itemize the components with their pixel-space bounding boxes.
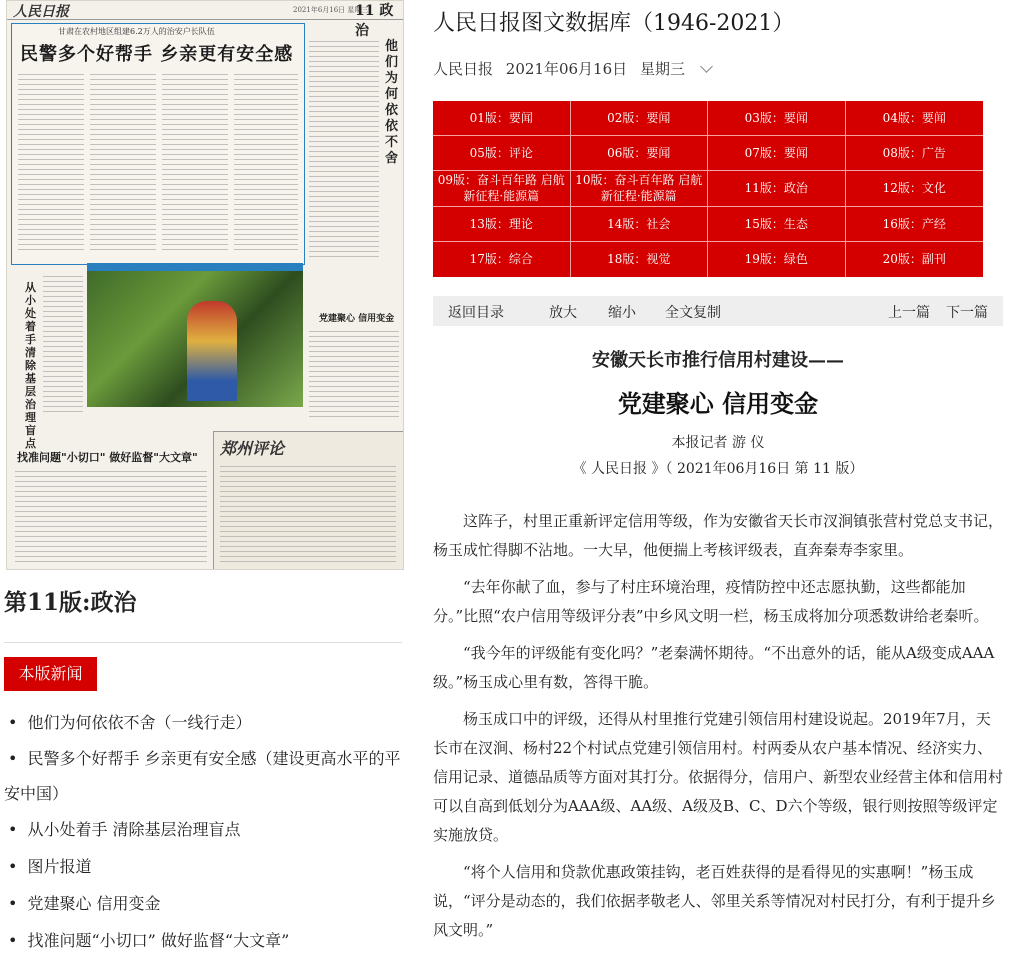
next-article-button[interactable]: 下一篇 <box>946 305 988 321</box>
thumbnail-text-block <box>43 276 83 416</box>
news-list <box>4 704 402 959</box>
thumbnail-photo[interactable] <box>87 271 303 407</box>
page-label: 第11版:政治 <box>4 589 137 616</box>
article-paragraph: “去年你献了血，参与了村庄环境治理，疫情防控中还志愿执勤，这些都能加分。”比照“农户信用等级评分表”中乡风文明一栏，杨玉成将加分项悉数讲给老秦听。 <box>433 578 989 625</box>
page-link[interactable]: 13版：理论 <box>433 207 571 242</box>
page-link[interactable]: 04版：要闻 <box>846 101 984 136</box>
thumbnail-text-block <box>220 466 396 562</box>
page-link[interactable]: 11版：政治 <box>708 171 846 206</box>
copy-fulltext-button[interactable]: 全文复制 <box>665 305 721 321</box>
thumbnail-text-block <box>18 74 84 254</box>
issue-date: 2021年06月16日 <box>505 60 628 78</box>
page-link[interactable]: 12版：文化 <box>846 171 984 206</box>
left-panel <box>0 0 410 950</box>
page-link[interactable]: 03版：要闻 <box>708 101 846 136</box>
article-paragraph: 这阵子，村里正重新评定信用等级，作为安徽省天长市汊涧镇张营村党总支书记，杨玉成忙得脚不沾地。一大早，他便揣上考核评级表，直奔秦寿李家里。 <box>433 512 1004 559</box>
page-link[interactable]: 20版：副刊 <box>882 252 946 267</box>
page-link[interactable]: 09版：奋斗百年路 启航新征程·能源篇 <box>433 171 571 206</box>
database-title: 人民日报图文数据库（1946-2021） <box>433 11 795 36</box>
thumbnail-date: 2021年6月16日 星期三 <box>293 6 369 14</box>
article-paragraph: “将个人信用和贷款优惠政策挂钩，老百姓获得的是看得见的实惠啊！”杨玉成说，“评分是动态的，我们依据孝敬老人、邻里关系等情况对村民打分，有利于提升乡风文明。” <box>433 863 996 939</box>
chevron-down-icon[interactable] <box>700 60 713 73</box>
bullet-icon: • <box>8 857 18 876</box>
article-source: 《 人民日报 》（ 2021年06月16日 第 11 版） <box>572 461 864 477</box>
thumbnail-headline: 民警多个好帮手 乡亲更有安全感 <box>20 44 294 65</box>
bullet-icon: • <box>8 820 18 839</box>
page-link[interactable]: 15版：生态 <box>708 207 846 242</box>
news-list-item[interactable]: • 民警多个好帮手 乡亲更有安全感（建设更高水平的平安中国） <box>4 749 401 803</box>
thumbnail-text-block <box>90 74 156 254</box>
date-selector[interactable] <box>433 58 711 79</box>
bullet-icon: • <box>8 894 18 913</box>
thumbnail-lower-headline: 找准问题"小切口" 做好监督"大文章" <box>17 451 198 464</box>
page-link[interactable]: 02版：要闻 <box>571 101 709 136</box>
page-link[interactable]: 10版：奋斗百年路 启航新征程·能源篇 <box>571 171 709 206</box>
thumbnail-logo: 人民日报 <box>13 4 69 20</box>
thumbnail-page-number: 11 政治 <box>355 3 394 39</box>
news-list-item[interactable]: • 党建聚心 信用变金 <box>8 894 161 913</box>
bullet-icon: • <box>8 713 18 732</box>
thumbnail-banner <box>87 263 303 271</box>
prev-article-button[interactable]: 上一篇 <box>888 305 930 321</box>
article-paragraph: “我今年的评级能有变化吗？”老秦满怀期待。“不出意外的话，能从A级变成AAA级。”杨玉成心里有数，答得干脆。 <box>433 644 995 691</box>
thumbnail-text-block <box>234 74 298 254</box>
page-link[interactable]: 01版：要闻 <box>433 101 571 136</box>
bullet-icon: • <box>8 931 18 950</box>
news-list-item[interactable]: • 找准问题“小切口” 做好监督“大文章” <box>8 931 290 950</box>
thumbnail-text-block <box>162 74 228 254</box>
thumbnail-ad-title: 郑州评论 <box>220 439 285 458</box>
back-to-index-button[interactable]: 返回目录 <box>448 305 504 321</box>
page-link[interactable]: 19版：绿色 <box>708 242 846 277</box>
article-subtitle: 安徽天长市推行信用村建设—— <box>592 350 844 371</box>
divider <box>4 642 402 643</box>
page-link[interactable]: 16版：产经 <box>846 207 984 242</box>
section-tab-news[interactable]: 本版新闻 <box>4 657 97 691</box>
thumbnail-text-block <box>309 41 379 261</box>
news-list-item[interactable]: • 图片报道 <box>8 857 92 876</box>
thumbnail-ad-block <box>213 431 404 570</box>
paper-name: 人民日报 <box>433 60 494 78</box>
article-paragraph: 杨玉成口中的评级，还得从村里推行党建引领信用村建设说起。2019年7月，天长市在汊涧、杨村22个村试点党建引领信用村。村两委从农户基本情况、经济实力、信用记录、道德品质等方面对其打分。依据得分，信用户、新型农业经营主体和信用村可以自高到低划分为AAA级、AA级、A级及B、C、D六个等级，银行则按照等级评定实施放贷。 <box>433 710 1004 844</box>
news-list-item[interactable]: • 从小处着手 清除基层治理盲点 <box>8 820 241 839</box>
zoom-in-button[interactable]: 放大 <box>549 305 577 321</box>
thumbnail-side-headline: 党建聚心 信用变金 <box>319 314 395 324</box>
thumbnail-subheadline: 甘肃在农村地区组建6.2万人的治安户长队伍 <box>58 27 215 36</box>
page-link[interactable]: 07版：要闻 <box>708 136 846 171</box>
page-link[interactable]: 05版：评论 <box>433 136 571 171</box>
thumbnail-vertical-headline-2: 从小处着手 清除基层治理盲点 <box>25 281 36 450</box>
page-link[interactable]: 18版：视觉 <box>571 242 709 277</box>
article-body <box>433 507 1003 953</box>
page-navigation-grid <box>433 101 983 277</box>
photo-figure <box>187 301 237 401</box>
news-list-item[interactable]: • 他们为何依依不舍（一线行走） <box>8 713 252 732</box>
article-byline: 本报记者 游 仪 <box>671 435 765 451</box>
zoom-out-button[interactable]: 缩小 <box>608 305 636 321</box>
article-toolbar <box>433 296 1003 326</box>
weekday: 星期三 <box>639 60 685 78</box>
page-link[interactable]: 08版：广告 <box>846 136 984 171</box>
thumbnail-lead-story[interactable] <box>11 23 305 265</box>
page-link[interactable]: 14版：社会 <box>571 207 709 242</box>
page-link[interactable]: 17版：综合 <box>433 242 571 277</box>
thumbnail-vertical-headline: 他们为何依依不舍 <box>385 39 399 166</box>
thumbnail-text-block <box>309 331 399 421</box>
bullet-icon: • <box>8 749 18 768</box>
article-title: 党建聚心 信用变金 <box>617 389 819 418</box>
newspaper-page-thumbnail[interactable] <box>6 0 404 570</box>
thumbnail-text-block <box>15 471 207 565</box>
page-link[interactable]: 06版：要闻 <box>571 136 709 171</box>
